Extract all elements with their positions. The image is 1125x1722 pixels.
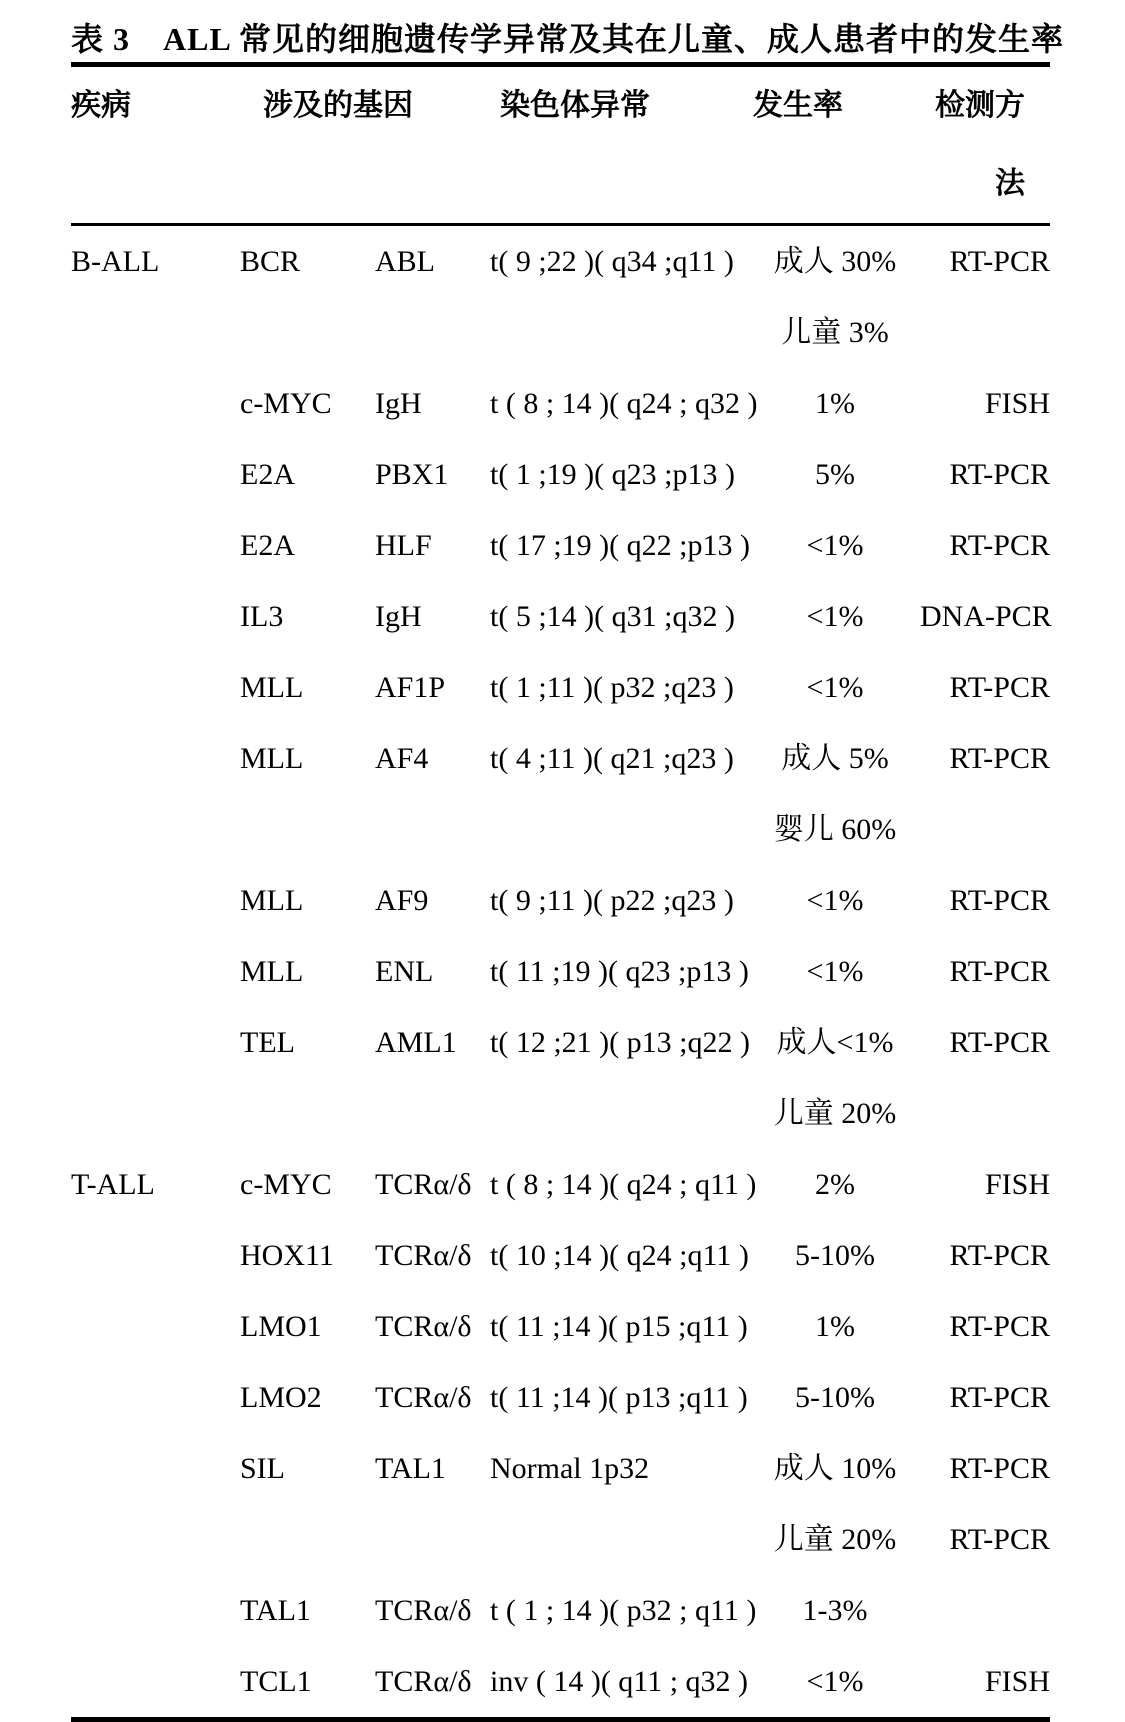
disease-cell: B-ALL bbox=[71, 245, 160, 278]
method-line: RT-PCR bbox=[949, 245, 1050, 278]
incidence-line: 婴儿 60% bbox=[773, 813, 897, 846]
abnormality-cell: t( 17 ;19 )( q22 ;p13 ) bbox=[490, 529, 750, 562]
table-row bbox=[71, 226, 1050, 368]
abnormality-cell: t( 9 ;11 )( p22 ;q23 ) bbox=[490, 884, 734, 917]
incidence-cell bbox=[750, 1149, 920, 1220]
gene2-cell: AF9 bbox=[375, 884, 429, 917]
method-line: RT-PCR bbox=[949, 742, 1050, 775]
method-line: RT-PCR bbox=[949, 1026, 1050, 1059]
abnormality-cell: t ( 1 ; 14 )( p32 ; q11 ) bbox=[490, 1594, 757, 1627]
gene2-cell: TCRα/δ bbox=[375, 1594, 472, 1627]
method-cell bbox=[920, 865, 1050, 936]
abnormality-cell: t( 1 ;19 )( q23 ;p13 ) bbox=[490, 458, 735, 491]
method-cell bbox=[920, 1291, 1050, 1362]
incidence-line: 成人 5% bbox=[781, 742, 889, 775]
abnormality-cell: inv ( 14 )( q11 ; q32 ) bbox=[490, 1665, 749, 1698]
table-row bbox=[71, 510, 1050, 581]
abnormality-cell: t( 9 ;22 )( q34 ;q11 ) bbox=[490, 245, 734, 278]
abnormality-cell: t( 12 ;21 )( p13 ;q22 ) bbox=[490, 1026, 750, 1059]
method-line: RT-PCR bbox=[949, 671, 1050, 704]
abnormality-cell: t( 11 ;14 )( p15 ;q11 ) bbox=[490, 1310, 748, 1343]
incidence-line: <1% bbox=[806, 1665, 864, 1698]
table-header-row bbox=[71, 67, 1050, 223]
incidence-cell bbox=[750, 1007, 920, 1149]
incidence-cell bbox=[750, 1362, 920, 1433]
abnormality-cell: t( 1 ;11 )( p32 ;q23 ) bbox=[490, 671, 734, 704]
gene2-cell: ABL bbox=[375, 245, 435, 278]
gene2-cell: TCRα/δ bbox=[375, 1168, 472, 1201]
gene2-cell: TCRα/δ bbox=[375, 1239, 472, 1272]
method-cell bbox=[920, 1149, 1050, 1220]
method-cell bbox=[920, 1220, 1050, 1291]
gene2-cell: TCRα/δ bbox=[375, 1665, 472, 1698]
gene1-cell: TEL bbox=[240, 1026, 295, 1059]
incidence-line: 成人<1% bbox=[776, 1026, 894, 1059]
method-cell bbox=[920, 1362, 1050, 1433]
method-cell bbox=[920, 510, 1050, 581]
gene2-cell: IgH bbox=[375, 600, 422, 633]
gene2-cell: PBX1 bbox=[375, 458, 449, 491]
table-row bbox=[71, 1646, 1050, 1717]
gene1-cell: BCR bbox=[240, 245, 301, 278]
method-line bbox=[920, 794, 1050, 865]
incidence-line: 5-10% bbox=[795, 1381, 875, 1414]
incidence-line: <1% bbox=[806, 884, 864, 917]
incidence-cell bbox=[750, 1575, 920, 1646]
gene2-cell: TCRα/δ bbox=[375, 1310, 472, 1343]
table-row bbox=[71, 368, 1050, 439]
table-row bbox=[71, 581, 1050, 652]
header-method: 检测方法 bbox=[935, 89, 1025, 200]
method-line bbox=[920, 1575, 1050, 1646]
gene1-cell: IL3 bbox=[240, 600, 284, 633]
incidence-cell bbox=[750, 439, 920, 510]
method-cell bbox=[920, 368, 1050, 439]
incidence-line: 儿童 3% bbox=[781, 316, 889, 349]
method-cell bbox=[920, 652, 1050, 723]
incidence-line: 2% bbox=[815, 1168, 855, 1201]
table-body bbox=[71, 226, 1050, 1717]
method-line: RT-PCR bbox=[949, 1381, 1050, 1414]
table-row bbox=[71, 652, 1050, 723]
gene2-cell: AF1P bbox=[375, 671, 446, 704]
gene1-cell: MLL bbox=[240, 742, 304, 775]
gene1-cell: TCL1 bbox=[240, 1665, 312, 1698]
gene1-cell: E2A bbox=[240, 458, 295, 491]
method-line: FISH bbox=[984, 1168, 1050, 1201]
method-cell bbox=[920, 1646, 1050, 1717]
method-line: RT-PCR bbox=[949, 458, 1050, 491]
gene1-cell: LMO1 bbox=[240, 1310, 322, 1343]
incidence-line: 1% bbox=[815, 1310, 855, 1343]
method-line: RT-PCR bbox=[949, 955, 1050, 988]
abnormality-cell: t( 4 ;11 )( q21 ;q23 ) bbox=[490, 742, 734, 775]
incidence-line: 成人 10% bbox=[773, 1452, 897, 1485]
method-cell bbox=[920, 936, 1050, 1007]
method-cell bbox=[920, 1575, 1050, 1646]
gene2-cell: TCRα/δ bbox=[375, 1381, 472, 1414]
method-cell bbox=[920, 723, 1050, 865]
incidence-line: 1% bbox=[815, 387, 855, 420]
method-line: RT-PCR bbox=[949, 884, 1050, 917]
gene1-cell: LMO2 bbox=[240, 1381, 322, 1414]
method-cell bbox=[920, 1007, 1050, 1149]
table-row bbox=[71, 439, 1050, 510]
incidence-line: 5% bbox=[815, 458, 855, 491]
method-line: RT-PCR bbox=[949, 1310, 1050, 1343]
method-cell bbox=[920, 226, 1050, 368]
table-row bbox=[71, 1007, 1050, 1149]
incidence-line: 成人 30% bbox=[773, 245, 897, 278]
table-row bbox=[71, 1220, 1050, 1291]
gene1-cell: c-MYC bbox=[240, 387, 332, 420]
incidence-cell bbox=[750, 510, 920, 581]
header-disease: 疾病 bbox=[71, 89, 131, 122]
method-line: RT-PCR bbox=[949, 1523, 1050, 1556]
abnormality-cell: t( 5 ;14 )( q31 ;q32 ) bbox=[490, 600, 735, 633]
abnormality-cell: Normal 1p32 bbox=[490, 1452, 650, 1485]
incidence-cell bbox=[750, 1220, 920, 1291]
bottom-rule bbox=[71, 1717, 1050, 1722]
method-line: FISH bbox=[984, 387, 1050, 420]
abnormality-cell: t( 11 ;14 )( p13 ;q11 ) bbox=[490, 1381, 748, 1414]
gene2-cell: TAL1 bbox=[375, 1452, 446, 1485]
header-genes: 涉及的基因 bbox=[263, 89, 413, 122]
method-line: DNA-PCR bbox=[920, 600, 1052, 633]
gene1-cell: MLL bbox=[240, 671, 304, 704]
header-incidence: 发生率 bbox=[753, 89, 843, 122]
incidence-cell bbox=[750, 1291, 920, 1362]
incidence-cell bbox=[750, 368, 920, 439]
incidence-line: 儿童 20% bbox=[773, 1097, 897, 1130]
table-row bbox=[71, 1149, 1050, 1220]
header-abnormality: 染色体异常 bbox=[500, 89, 650, 122]
gene1-cell: E2A bbox=[240, 529, 295, 562]
incidence-cell bbox=[750, 1646, 920, 1717]
gene1-cell: SIL bbox=[240, 1452, 285, 1485]
gene1-cell: MLL bbox=[240, 884, 304, 917]
method-line: RT-PCR bbox=[949, 1239, 1050, 1272]
gene2-cell: AML1 bbox=[375, 1026, 457, 1059]
table-row bbox=[71, 1362, 1050, 1433]
table-row bbox=[71, 1291, 1050, 1362]
incidence-line: 5-10% bbox=[795, 1239, 875, 1272]
table-row bbox=[71, 865, 1050, 936]
incidence-line: <1% bbox=[806, 529, 864, 562]
table-row bbox=[71, 1575, 1050, 1646]
disease-cell: T-ALL bbox=[71, 1168, 155, 1201]
incidence-cell bbox=[750, 1433, 920, 1575]
gene1-cell: MLL bbox=[240, 955, 304, 988]
method-line: RT-PCR bbox=[949, 1452, 1050, 1485]
abnormality-cell: t( 10 ;14 )( q24 ;q11 ) bbox=[490, 1239, 749, 1272]
method-cell bbox=[920, 581, 1050, 652]
method-cell bbox=[920, 439, 1050, 510]
method-line: FISH bbox=[984, 1665, 1050, 1698]
method-line bbox=[920, 297, 1050, 368]
incidence-cell bbox=[750, 865, 920, 936]
gene1-cell: HOX11 bbox=[240, 1239, 334, 1272]
table-title: 表 3 ALL 常见的细胞遗传学异常及其在儿童、成人患者中的发生率 bbox=[71, 21, 1065, 57]
incidence-cell bbox=[750, 652, 920, 723]
abnormality-cell: t( 11 ;19 )( q23 ;p13 ) bbox=[490, 955, 749, 988]
incidence-cell bbox=[750, 581, 920, 652]
incidence-line: 儿童 20% bbox=[773, 1523, 897, 1556]
incidence-cell bbox=[750, 936, 920, 1007]
gene1-cell: TAL1 bbox=[240, 1594, 311, 1627]
incidence-cell bbox=[750, 226, 920, 368]
abnormality-cell: t ( 8 ; 14 )( q24 ; q32 ) bbox=[490, 387, 758, 420]
gene2-cell: HLF bbox=[375, 529, 432, 562]
incidence-line: <1% bbox=[806, 671, 864, 704]
incidence-line: 1-3% bbox=[802, 1594, 868, 1627]
incidence-line: <1% bbox=[806, 600, 864, 633]
table-row bbox=[71, 936, 1050, 1007]
table-row bbox=[71, 1433, 1050, 1575]
table-3 bbox=[71, 16, 1065, 1722]
method-line bbox=[920, 1078, 1050, 1149]
table-row bbox=[71, 723, 1050, 865]
gene1-cell: c-MYC bbox=[240, 1168, 332, 1201]
method-cell bbox=[920, 1433, 1050, 1575]
gene2-cell: IgH bbox=[375, 387, 422, 420]
method-line: RT-PCR bbox=[949, 529, 1050, 562]
gene2-cell: ENL bbox=[375, 955, 434, 988]
gene2-cell: AF4 bbox=[375, 742, 429, 775]
incidence-cell bbox=[750, 723, 920, 865]
abnormality-cell: t ( 8 ; 14 )( q24 ; q11 ) bbox=[490, 1168, 757, 1201]
incidence-line: <1% bbox=[806, 955, 864, 988]
